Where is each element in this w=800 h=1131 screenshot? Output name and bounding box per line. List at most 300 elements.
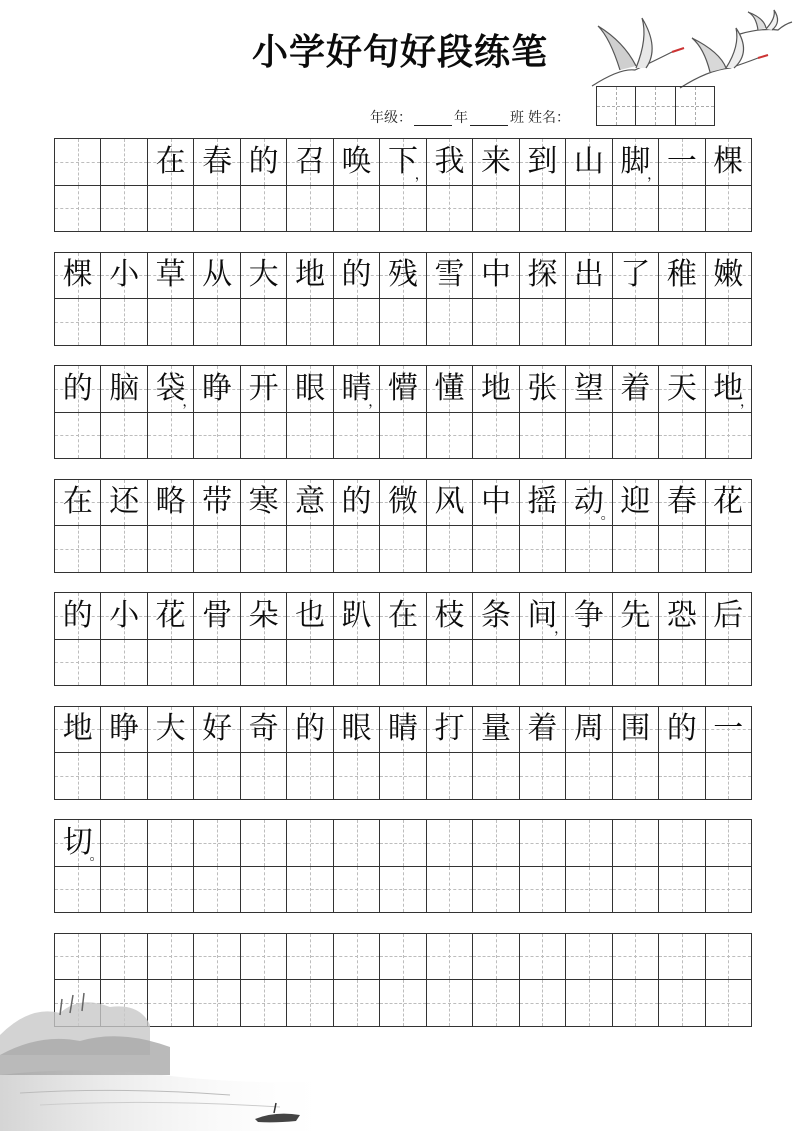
practice-cell[interactable]: [380, 867, 426, 913]
practice-cell[interactable]: [148, 526, 194, 572]
grid-cell[interactable]: [659, 707, 705, 753]
grid-cell[interactable]: [380, 707, 426, 753]
grid-character: 睛: [388, 711, 419, 747]
grid-cell[interactable]: [659, 593, 705, 639]
practice-cell[interactable]: [706, 186, 751, 232]
practice-cell[interactable]: [380, 413, 426, 459]
grid-cell[interactable]: [613, 707, 659, 753]
practice-cell[interactable]: [473, 526, 519, 572]
practice-cell[interactable]: [659, 867, 705, 913]
grid-cell[interactable]: [287, 480, 333, 526]
practice-cell[interactable]: [566, 867, 612, 913]
grid-cell[interactable]: [334, 480, 380, 526]
practice-cell[interactable]: [148, 867, 194, 913]
practice-cell[interactable]: [55, 186, 101, 232]
practice-cell[interactable]: [566, 413, 612, 459]
practice-cell[interactable]: [194, 526, 240, 572]
practice-cell[interactable]: [706, 526, 751, 572]
grid-cell[interactable]: [380, 820, 426, 866]
grid-cell[interactable]: [380, 139, 429, 185]
grid-cell[interactable]: [194, 820, 240, 866]
grid-cell[interactable]: [706, 934, 751, 980]
student-info-line: [370, 104, 570, 132]
practice-cell[interactable]: [659, 640, 705, 686]
practice-cell[interactable]: [241, 526, 287, 572]
practice-cell[interactable]: [241, 186, 287, 232]
practice-cell[interactable]: [55, 867, 101, 913]
practice-cell[interactable]: [334, 980, 380, 1026]
practice-cell[interactable]: [706, 413, 751, 459]
grid-cell[interactable]: [706, 707, 751, 753]
grid-cell[interactable]: [427, 934, 473, 980]
practice-cell[interactable]: [55, 526, 101, 572]
grid-cell[interactable]: [241, 253, 287, 299]
grid-cell[interactable]: [659, 366, 705, 412]
grid-cell[interactable]: [473, 139, 519, 185]
practice-cell[interactable]: [380, 980, 426, 1026]
grid-cell[interactable]: [473, 253, 519, 299]
practice-cell[interactable]: [55, 640, 101, 686]
practice-cell[interactable]: [427, 980, 473, 1026]
grid-character: 地: [480, 370, 511, 406]
grid-cell[interactable]: [194, 593, 240, 639]
grid-cell[interactable]: [520, 480, 566, 526]
grid-character: 的: [62, 597, 93, 633]
practice-cell[interactable]: [55, 753, 101, 799]
grid-cell[interactable]: [194, 480, 240, 526]
grid-cell[interactable]: [241, 366, 287, 412]
practice-cell[interactable]: [241, 867, 287, 913]
practice-cell[interactable]: [706, 640, 751, 686]
grid-cell[interactable]: [659, 480, 705, 526]
grid-character: 的: [62, 370, 93, 406]
grid-cell[interactable]: [706, 366, 755, 412]
practice-cell[interactable]: [473, 753, 519, 799]
practice-cell[interactable]: [380, 186, 426, 232]
grid-character: 的: [295, 711, 326, 747]
practice-cell[interactable]: [427, 640, 473, 686]
grid-character: 一: [713, 711, 744, 747]
grid-cell[interactable]: [566, 480, 615, 526]
practice-cell[interactable]: [706, 980, 751, 1026]
practice-cell[interactable]: [287, 753, 333, 799]
grid-cell[interactable]: [659, 934, 705, 980]
practice-cell[interactable]: [706, 867, 751, 913]
grid-cell[interactable]: [566, 707, 612, 753]
grid-cell[interactable]: [148, 593, 194, 639]
grid-cell[interactable]: [427, 253, 473, 299]
grid-cell[interactable]: [287, 934, 333, 980]
grid-character: 地: [713, 370, 744, 406]
grid-cell[interactable]: [101, 707, 147, 753]
grid-cell[interactable]: [520, 934, 566, 980]
practice-cell[interactable]: [520, 299, 566, 345]
grid-cell[interactable]: [473, 820, 519, 866]
practice-cell[interactable]: [520, 526, 566, 572]
grid-cell[interactable]: [566, 934, 612, 980]
practice-cell[interactable]: [427, 186, 473, 232]
grid-character: 了: [620, 257, 651, 293]
practice-cell[interactable]: [287, 413, 333, 459]
practice-cell[interactable]: [659, 980, 705, 1026]
grid-cell[interactable]: [566, 253, 612, 299]
grid-cell[interactable]: [380, 253, 426, 299]
grid-cell[interactable]: [613, 934, 659, 980]
practice-cell[interactable]: [55, 299, 101, 345]
practice-cell[interactable]: [287, 186, 333, 232]
grid-cell[interactable]: [148, 480, 194, 526]
practice-cell[interactable]: [380, 640, 426, 686]
practice-cell[interactable]: [427, 867, 473, 913]
grid-cell[interactable]: [287, 820, 333, 866]
grid-cell[interactable]: [334, 593, 380, 639]
landscape-illustration: [0, 985, 340, 1131]
grid-character: 雪: [434, 257, 465, 293]
name-cell[interactable]: [636, 87, 675, 125]
grade-label: 年级：: [370, 110, 412, 126]
practice-cell[interactable]: [566, 186, 612, 232]
grid-cell[interactable]: [659, 253, 705, 299]
practice-cell[interactable]: [148, 753, 194, 799]
name-cell[interactable]: [597, 87, 636, 125]
writing-row: [54, 138, 752, 232]
grid-character: 眼: [341, 711, 372, 747]
practice-cell[interactable]: [613, 526, 659, 572]
practice-cell[interactable]: [659, 299, 705, 345]
grid-cell[interactable]: [659, 820, 705, 866]
punctuation-mark: 。: [89, 847, 104, 864]
grid-cell[interactable]: [55, 366, 101, 412]
practice-cell[interactable]: [473, 413, 519, 459]
grid-character: 争: [573, 597, 604, 633]
grid-cell[interactable]: [427, 139, 473, 185]
practice-cell[interactable]: [613, 186, 659, 232]
practice-cell[interactable]: [148, 299, 194, 345]
grid-character: 的: [341, 257, 372, 293]
grid-character: 摇: [527, 484, 558, 520]
grid-cell[interactable]: [101, 820, 147, 866]
grid-cell[interactable]: [55, 707, 101, 753]
practice-cell[interactable]: [659, 413, 705, 459]
practice-cell[interactable]: [613, 413, 659, 459]
grid-cell[interactable]: [148, 934, 194, 980]
grid-cell[interactable]: [613, 253, 659, 299]
practice-cell[interactable]: [520, 186, 566, 232]
practice-cell[interactable]: [613, 753, 659, 799]
grid-cell[interactable]: [148, 253, 194, 299]
grid-cell[interactable]: [241, 139, 287, 185]
grid-cell[interactable]: [380, 480, 426, 526]
practice-cell[interactable]: [287, 867, 333, 913]
grid-cell[interactable]: [287, 366, 333, 412]
grid-character: 中: [480, 484, 511, 520]
grid-character: 召: [295, 143, 326, 179]
grid-cell[interactable]: [287, 593, 333, 639]
grid-cell[interactable]: [55, 253, 101, 299]
practice-cell[interactable]: [473, 867, 519, 913]
practice-cell[interactable]: [566, 753, 612, 799]
grid-character: 的: [248, 143, 279, 179]
practice-cell[interactable]: [380, 753, 426, 799]
practice-cell[interactable]: [520, 413, 566, 459]
grid-character: 条: [480, 597, 511, 633]
grid-character: 脚: [620, 143, 651, 179]
grid-character: 围: [620, 711, 651, 747]
grid-cell[interactable]: [55, 934, 101, 980]
grid-cell[interactable]: [101, 253, 147, 299]
grid-cell[interactable]: [706, 820, 751, 866]
grid-character: 朵: [248, 597, 279, 633]
practice-cell[interactable]: [194, 640, 240, 686]
grid-cell[interactable]: [520, 366, 566, 412]
practice-cell[interactable]: [427, 299, 473, 345]
grid-cell[interactable]: [427, 820, 473, 866]
grid-cell[interactable]: [520, 139, 566, 185]
grid-character: 袋: [155, 370, 186, 406]
grid-cell[interactable]: [613, 139, 662, 185]
grid-character: 棵: [713, 143, 744, 179]
practice-cell[interactable]: [566, 980, 612, 1026]
grid-cell[interactable]: [334, 707, 380, 753]
practice-cell[interactable]: [148, 640, 194, 686]
practice-cell[interactable]: [194, 413, 240, 459]
grid-character: 在: [62, 484, 93, 520]
grid-cell[interactable]: [101, 139, 147, 185]
grid-character: 脑: [109, 370, 140, 406]
practice-cell[interactable]: [613, 980, 659, 1026]
grid-character: 的: [666, 711, 697, 747]
grid-character: 来: [480, 143, 511, 179]
grid-character: 出: [573, 257, 604, 293]
grid-cell[interactable]: [55, 480, 101, 526]
grid-cell[interactable]: [473, 480, 519, 526]
grid-cell[interactable]: [520, 593, 569, 639]
grid-cell[interactable]: [613, 480, 659, 526]
practice-cell[interactable]: [287, 526, 333, 572]
practice-cell[interactable]: [101, 867, 147, 913]
practice-cell[interactable]: [334, 299, 380, 345]
grid-cell[interactable]: [613, 820, 659, 866]
practice-cell[interactable]: [194, 753, 240, 799]
grid-cell[interactable]: [241, 593, 287, 639]
grid-cell[interactable]: [55, 593, 101, 639]
grid-cell[interactable]: [380, 934, 426, 980]
practice-cell[interactable]: [380, 526, 426, 572]
practice-cell[interactable]: [659, 186, 705, 232]
grid-character: 小: [109, 257, 140, 293]
grid-character: 花: [155, 597, 186, 633]
practice-cell[interactable]: [101, 526, 147, 572]
grid-cell[interactable]: [148, 820, 194, 866]
grid-cell[interactable]: [241, 480, 287, 526]
practice-cell[interactable]: [241, 299, 287, 345]
grid-character: 草: [155, 257, 186, 293]
practice-cell[interactable]: [473, 186, 519, 232]
grid-cell[interactable]: [55, 820, 104, 866]
name-grid[interactable]: [596, 86, 715, 126]
practice-cell[interactable]: [473, 640, 519, 686]
grid-cell[interactable]: [241, 707, 287, 753]
grid-cell[interactable]: [706, 253, 751, 299]
practice-cell[interactable]: [427, 413, 473, 459]
grid-cell[interactable]: [241, 820, 287, 866]
practice-cell[interactable]: [334, 753, 380, 799]
practice-cell[interactable]: [334, 526, 380, 572]
grid-cell[interactable]: [566, 366, 612, 412]
grid-cell[interactable]: [194, 139, 240, 185]
grid-cell[interactable]: [706, 480, 751, 526]
practice-cell[interactable]: [613, 640, 659, 686]
practice-cell[interactable]: [706, 299, 751, 345]
grid-cell[interactable]: [706, 593, 751, 639]
grid-cell[interactable]: [287, 707, 333, 753]
practice-cell[interactable]: [241, 753, 287, 799]
punctuation-mark: ，: [182, 393, 197, 410]
punctuation-mark: ，: [740, 393, 755, 410]
grid-cell[interactable]: [380, 593, 426, 639]
grid-cell[interactable]: [520, 820, 566, 866]
practice-cell[interactable]: [148, 413, 194, 459]
grid-character: 风: [434, 484, 465, 520]
grid-cell[interactable]: [194, 253, 240, 299]
grid-character: 枝: [434, 597, 465, 633]
grid-character: 睛: [341, 370, 372, 406]
grid-cell[interactable]: [613, 593, 659, 639]
grid-cell[interactable]: [334, 366, 383, 412]
practice-cell[interactable]: [613, 867, 659, 913]
grade-blank[interactable]: [414, 111, 452, 126]
practice-cell[interactable]: [101, 299, 147, 345]
punctuation-mark: ，: [647, 166, 662, 183]
grid-character: 着: [620, 370, 651, 406]
practice-cell[interactable]: [473, 980, 519, 1026]
grid-cell[interactable]: [473, 934, 519, 980]
practice-cell[interactable]: [334, 867, 380, 913]
practice-cell[interactable]: [287, 640, 333, 686]
practice-cell[interactable]: [241, 640, 287, 686]
grid-cell[interactable]: [148, 707, 194, 753]
grid-cell[interactable]: [427, 480, 473, 526]
grid-cell[interactable]: [427, 593, 473, 639]
practice-cell[interactable]: [566, 299, 612, 345]
grid-character: 也: [295, 597, 326, 633]
grid-character: 稚: [666, 257, 697, 293]
grid-character: 还: [109, 484, 140, 520]
practice-cell[interactable]: [194, 299, 240, 345]
practice-cell[interactable]: [520, 867, 566, 913]
grid-character: 春: [666, 484, 697, 520]
practice-cell[interactable]: [101, 186, 147, 232]
grid-cell[interactable]: [101, 593, 147, 639]
practice-cell[interactable]: [194, 867, 240, 913]
grid-cell[interactable]: [566, 593, 612, 639]
grid-cell[interactable]: [334, 934, 380, 980]
practice-cell[interactable]: [241, 413, 287, 459]
practice-cell[interactable]: [194, 186, 240, 232]
grid-cell[interactable]: [613, 366, 659, 412]
practice-cell[interactable]: [566, 526, 612, 572]
grid-cell[interactable]: [55, 139, 101, 185]
grid-cell[interactable]: [659, 139, 705, 185]
grid-cell[interactable]: [334, 139, 380, 185]
practice-cell[interactable]: [520, 753, 566, 799]
practice-cell[interactable]: [380, 299, 426, 345]
practice-cell[interactable]: [101, 413, 147, 459]
grid-cell[interactable]: [101, 480, 147, 526]
practice-cell[interactable]: [287, 299, 333, 345]
grid-cell[interactable]: [334, 820, 380, 866]
grid-cell[interactable]: [194, 707, 240, 753]
grid-character: 的: [341, 484, 372, 520]
grid-cell[interactable]: [148, 366, 197, 412]
grid-cell[interactable]: [287, 253, 333, 299]
practice-cell[interactable]: [706, 753, 751, 799]
practice-cell[interactable]: [659, 753, 705, 799]
practice-cell[interactable]: [659, 526, 705, 572]
grid-character: 大: [248, 257, 279, 293]
practice-cell[interactable]: [334, 413, 380, 459]
practice-cell[interactable]: [473, 299, 519, 345]
grid-cell[interactable]: [473, 707, 519, 753]
grid-cell[interactable]: [520, 253, 566, 299]
grid-cell[interactable]: [148, 139, 194, 185]
grid-character: 山: [573, 143, 604, 179]
practice-cell[interactable]: [148, 186, 194, 232]
grid-cell[interactable]: [194, 366, 240, 412]
grid-cell[interactable]: [427, 707, 473, 753]
grid-character: 动: [573, 484, 604, 520]
practice-cell[interactable]: [427, 753, 473, 799]
grid-cell[interactable]: [334, 253, 380, 299]
grid-cell[interactable]: [706, 139, 751, 185]
practice-cell[interactable]: [101, 640, 147, 686]
practice-cell[interactable]: [427, 526, 473, 572]
grid-cell[interactable]: [566, 139, 612, 185]
writing-grid: [54, 138, 755, 1046]
grid-cell[interactable]: [473, 366, 519, 412]
grid-cell[interactable]: [194, 934, 240, 980]
grid-character: 略: [155, 484, 186, 520]
practice-cell[interactable]: [520, 980, 566, 1026]
practice-cell[interactable]: [613, 299, 659, 345]
practice-cell[interactable]: [101, 753, 147, 799]
grid-character: 春: [202, 143, 233, 179]
name-cell[interactable]: [676, 87, 714, 125]
grid-character: 带: [202, 484, 233, 520]
grid-cell[interactable]: [520, 707, 566, 753]
grid-character: 奇: [248, 711, 279, 747]
grid-cell[interactable]: [473, 593, 519, 639]
practice-cell[interactable]: [566, 640, 612, 686]
grid-character: 在: [388, 597, 419, 633]
grid-cell[interactable]: [380, 366, 426, 412]
grid-cell[interactable]: [427, 366, 473, 412]
class-blank[interactable]: [470, 111, 508, 126]
grid-cell[interactable]: [566, 820, 612, 866]
practice-cell[interactable]: [334, 640, 380, 686]
practice-cell[interactable]: [55, 413, 101, 459]
practice-cell[interactable]: [520, 640, 566, 686]
punctuation-mark: ，: [414, 166, 429, 183]
practice-cell[interactable]: [334, 186, 380, 232]
grid-character: 下: [388, 143, 419, 179]
grid-cell[interactable]: [287, 139, 333, 185]
grid-cell[interactable]: [101, 934, 147, 980]
year-label: 年: [454, 110, 468, 126]
grid-cell[interactable]: [101, 366, 147, 412]
grid-cell[interactable]: [241, 934, 287, 980]
grid-character: 一: [666, 143, 697, 179]
